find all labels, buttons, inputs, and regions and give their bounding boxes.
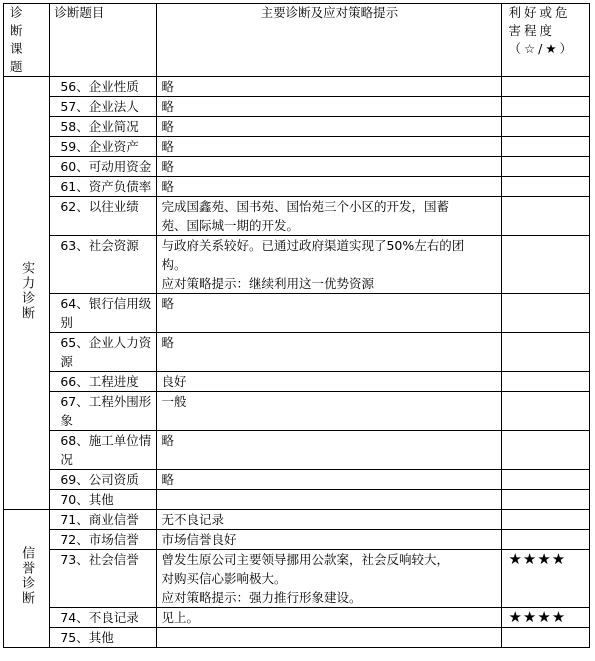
content-cell — [157, 490, 502, 510]
topic-label: 公司资质 — [88, 472, 139, 487]
content-line: 略 — [161, 335, 174, 350]
topic-cell — [50, 550, 157, 608]
topic-label: 其他 — [88, 630, 114, 645]
topic-label: 企业资产 — [88, 139, 139, 154]
strategy-hint: 应对策略提示：强力推行形象建设。 — [161, 590, 362, 605]
content-line: 市场信誉良好 — [161, 532, 237, 547]
topic-label: 可动用资金 — [88, 159, 152, 174]
content-cell — [157, 137, 502, 157]
topic-cell — [50, 177, 157, 197]
content-cell — [157, 470, 502, 490]
topic-number: 59、 — [60, 139, 89, 154]
topic-cell — [50, 530, 157, 550]
table-row — [4, 236, 590, 294]
topic-number: 75、 — [60, 630, 89, 645]
content-line: 略 — [161, 99, 174, 114]
table-row — [4, 510, 590, 530]
content-line: 无不良记录 — [161, 512, 224, 527]
content-line: 略 — [161, 119, 174, 134]
header-topic: 诊断题目 — [50, 4, 157, 77]
rating-cell — [502, 137, 590, 157]
diagnosis-table-wrapper — [3, 3, 590, 648]
table-row — [4, 137, 590, 157]
topic-label: 社会资源 — [88, 238, 139, 253]
rating-cell — [502, 530, 590, 550]
topic-label: 市场信誉 — [88, 532, 139, 547]
rating-cell — [502, 510, 590, 530]
content-cell — [157, 608, 502, 628]
topic-label: 以往业绩 — [88, 199, 139, 214]
topic-label: 社会信誉 — [88, 552, 139, 567]
content-cell — [157, 628, 502, 648]
content-cell — [157, 530, 502, 550]
topic-label: 不良记录 — [88, 610, 139, 625]
content-cell — [157, 197, 502, 236]
topic-number: 72、 — [60, 532, 89, 547]
rating-cell — [502, 197, 590, 236]
rating-cell — [502, 177, 590, 197]
header-content: 主要诊断及应对策略提示 — [157, 4, 502, 77]
table-row — [4, 392, 590, 431]
content-line: 良好 — [161, 374, 187, 389]
diagnosis-table — [3, 3, 590, 648]
rating-cell — [502, 470, 590, 490]
content-cell — [157, 77, 502, 97]
topic-label: 企业简况 — [88, 119, 139, 134]
topic-number: 69、 — [60, 472, 89, 487]
topic-label: 企业性质 — [88, 79, 139, 94]
rating-cell — [502, 372, 590, 392]
table-row — [4, 550, 590, 608]
topic-cell — [50, 431, 157, 470]
topic-number: 71、 — [60, 512, 89, 527]
content-line: 略 — [161, 472, 174, 487]
topic-label: 银行信用级别 — [60, 296, 152, 330]
table-row — [4, 490, 590, 510]
topic-cell — [50, 294, 157, 333]
content-line: 构。 — [161, 257, 187, 272]
content-line: 完成国鑫苑、国书苑、国怡苑三个小区的开发，国蓄 — [161, 199, 449, 214]
content-cell — [157, 294, 502, 333]
rating-cell — [502, 117, 590, 137]
rating-cell — [502, 294, 590, 333]
strategy-hint: 应对策略提示：继续利用这一优势资源 — [161, 276, 374, 291]
table-row — [4, 470, 590, 490]
content-line: 略 — [161, 433, 174, 448]
table-row — [4, 333, 590, 372]
topic-cell — [50, 157, 157, 177]
topic-number: 70、 — [60, 492, 89, 507]
content-cell — [157, 333, 502, 372]
table-row — [4, 77, 590, 97]
content-line: 对购买信心影响极大。 — [161, 571, 287, 586]
topic-cell — [50, 470, 157, 490]
header-rating: 利好或危害程度（☆/★） — [502, 4, 590, 77]
content-cell — [157, 117, 502, 137]
topic-cell — [50, 333, 157, 372]
table-row — [4, 530, 590, 550]
topic-number: 73、 — [60, 552, 89, 567]
rating-cell — [502, 157, 590, 177]
content-line: 一般 — [161, 394, 187, 409]
topic-number: 74、 — [60, 610, 89, 625]
rating-cell — [502, 392, 590, 431]
topic-number: 56、 — [60, 79, 89, 94]
content-cell — [157, 177, 502, 197]
topic-cell — [50, 608, 157, 628]
topic-label: 商业信誉 — [88, 512, 139, 527]
content-cell — [157, 372, 502, 392]
topic-label: 企业法人 — [88, 99, 139, 114]
table-row — [4, 372, 590, 392]
topic-label: 工程进度 — [88, 374, 139, 389]
topic-cell — [50, 197, 157, 236]
rating-cell — [502, 236, 590, 294]
topic-cell — [50, 628, 157, 648]
topic-number: 60、 — [60, 159, 89, 174]
topic-number: 67、 — [60, 394, 89, 409]
table-row — [4, 157, 590, 177]
table-row — [4, 294, 590, 333]
topic-number: 57、 — [60, 99, 89, 114]
topic-number: 64、 — [60, 296, 89, 311]
content-cell — [157, 392, 502, 431]
rating-stars: ★★★★ — [508, 550, 567, 568]
topic-number: 63、 — [60, 238, 89, 253]
rating-cell — [502, 550, 590, 608]
rating-cell — [502, 431, 590, 470]
table-header-row — [4, 4, 590, 77]
topic-label: 施工单位情况 — [60, 433, 152, 467]
topic-number: 65、 — [60, 335, 89, 350]
table-row — [4, 628, 590, 648]
topic-cell — [50, 236, 157, 294]
rating-cell — [502, 97, 590, 117]
content-line: 曾发生原公司主要领导挪用公款案，社会反响较大， — [161, 552, 449, 567]
rating-cell — [502, 333, 590, 372]
table-body — [4, 77, 590, 648]
content-line: 略 — [161, 79, 174, 94]
rating-cell — [502, 490, 590, 510]
category-label: 实力诊断 — [19, 260, 35, 321]
content-line: 略 — [161, 159, 174, 174]
table-row — [4, 117, 590, 137]
content-line: 略 — [161, 179, 174, 194]
content-line: 略 — [161, 296, 174, 311]
category-cell — [4, 77, 50, 510]
content-cell — [157, 431, 502, 470]
content-cell — [157, 550, 502, 608]
topic-cell — [50, 97, 157, 117]
table-row — [4, 431, 590, 470]
category-cell — [4, 510, 50, 648]
table-row — [4, 608, 590, 628]
topic-label: 工程外围形象 — [60, 394, 152, 428]
content-line: 与政府关系较好。已通过政府渠道实现了50%左右的团 — [161, 238, 465, 253]
topic-number: 68、 — [60, 433, 89, 448]
content-cell — [157, 510, 502, 530]
topic-cell — [50, 510, 157, 530]
topic-label: 企业人力资源 — [60, 335, 152, 369]
rating-cell — [502, 628, 590, 648]
table-row — [4, 97, 590, 117]
content-cell — [157, 236, 502, 294]
topic-cell — [50, 137, 157, 157]
header-category: 诊断课题 — [4, 4, 50, 77]
topic-cell — [50, 117, 157, 137]
topic-cell — [50, 490, 157, 510]
rating-stars: ★★★★ — [508, 608, 567, 626]
topic-number: 58、 — [60, 119, 89, 134]
table-row — [4, 177, 590, 197]
table-row — [4, 197, 590, 236]
topic-cell — [50, 392, 157, 431]
topic-cell — [50, 372, 157, 392]
topic-number: 61、 — [60, 179, 89, 194]
category-label: 信誉诊断 — [19, 546, 35, 606]
topic-label: 资产负债率 — [88, 179, 152, 194]
topic-number: 62、 — [60, 199, 89, 214]
rating-cell — [502, 77, 590, 97]
topic-cell — [50, 77, 157, 97]
topic-number: 66、 — [60, 374, 89, 389]
rating-cell — [502, 608, 590, 628]
content-cell — [157, 157, 502, 177]
content-line: 略 — [161, 139, 174, 154]
content-cell — [157, 97, 502, 117]
topic-label: 其他 — [88, 492, 114, 507]
content-line: 苑、国际城一期的开发。 — [161, 218, 299, 233]
content-line: 见上。 — [161, 610, 199, 625]
